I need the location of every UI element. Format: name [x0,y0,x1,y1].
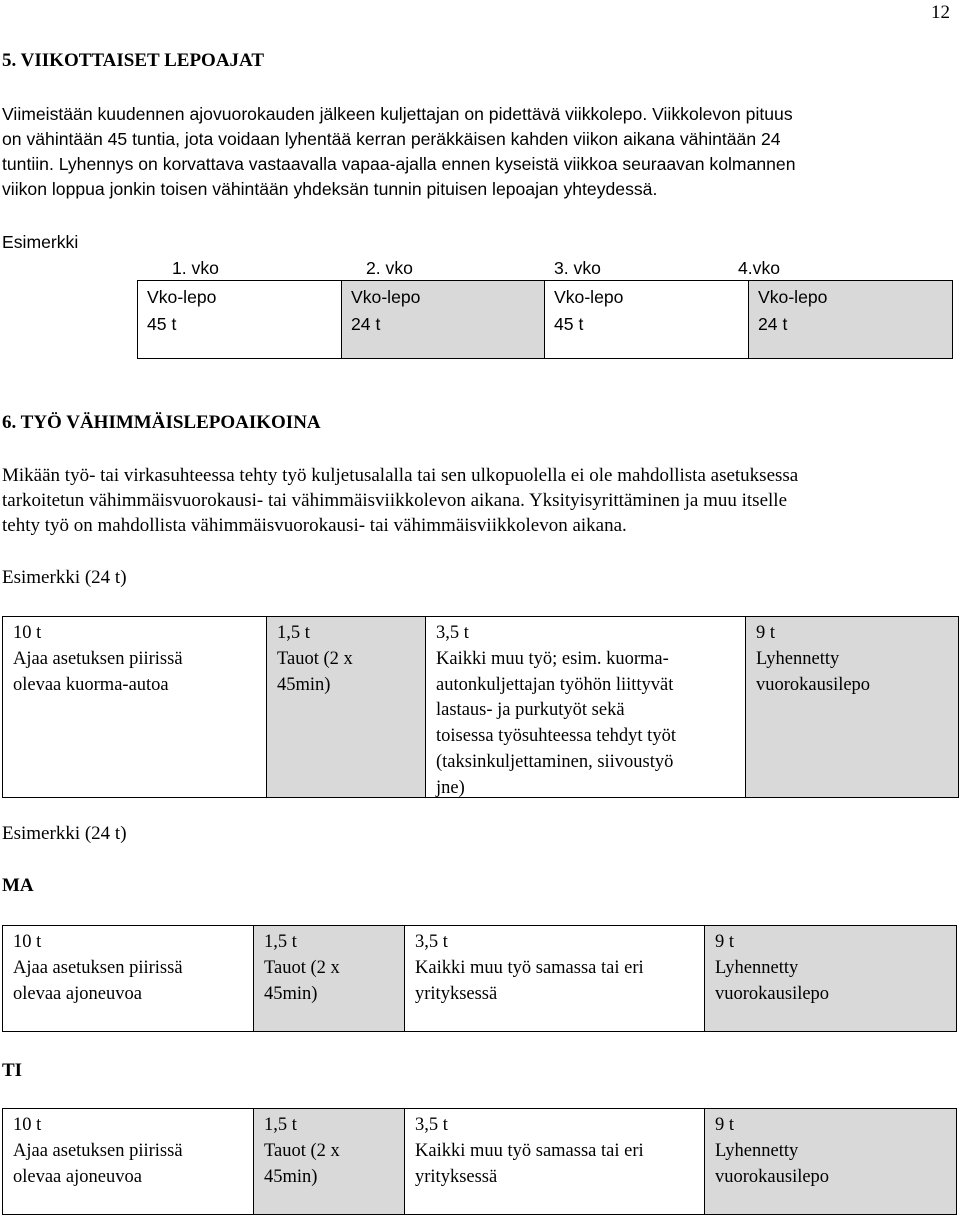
week-cell-text: Vko-lepo [351,287,421,307]
week-cell-1 [137,280,342,359]
cell-line: Tauot (2 x [277,648,353,669]
week-cell-hours: 24 t [758,314,788,334]
day-label-ti: TI [2,1060,23,1081]
cell-line: olevaa kuorma-autoa [13,674,169,695]
cell-line: 10 t [13,623,42,643]
paragraph-line: tarkoitetun vähimmäisvuorokausi- tai vähimmäisviikkolevon aikana. Yksityisyrittäminen ja muu itselle [2,490,788,511]
week-label-1: 1. vko [172,258,219,278]
page-number: 12 [931,2,950,23]
cell-line: 45min) [277,674,331,695]
example-1-cell-breaks [266,616,426,798]
cell-line: vuorokausilepo [715,1166,830,1187]
cell-line: 3,5 t [415,932,448,952]
cell-line: 9 t [756,623,776,643]
cell-line: yrityksessä [415,983,498,1004]
paragraph-line: on vähintään 45 tuntia, jota voidaan lyhentää kerran peräkkäisen kahden viikon aikana vähintään 24 [2,129,781,149]
cell-line: 45min) [264,1166,318,1187]
cell-line: vuorokausilepo [756,674,871,695]
example-2-cell-other-work [404,925,705,1032]
cell-line: olevaa ajoneuvoa [13,983,142,1004]
cell-line: 3,5 t [415,1115,448,1135]
week-cell-2 [341,280,545,359]
example-3-cell-rest [704,1108,957,1215]
paragraph-line: Viimeistään kuudennen ajovuorokauden jälkeen kuljettajan on pidettävä viikkolepo. Viikkolevon pituus [2,104,793,124]
cell-line: Lyhennetty [715,957,799,978]
week-cell-text: Vko-lepo [147,287,217,307]
week-cell-4 [748,280,953,359]
example-3-cell-breaks [253,1108,405,1215]
cell-line: Ajaa asetuksen piirissä [13,957,183,978]
example-1-cell-driving [2,616,267,798]
cell-line: 10 t [13,932,42,952]
cell-line: autonkuljettajan työhön liittyvät [436,674,674,695]
section-5-paragraph [2,102,958,202]
cell-line: Lyhennetty [756,648,840,669]
cell-line: yrityksessä [415,1166,498,1187]
cell-line: (taksinkuljettaminen, siivoustyö [436,751,674,772]
cell-line: 1,5 t [277,623,310,643]
cell-line: Ajaa asetuksen piirissä [13,648,183,669]
paragraph-line: Mikään työ- tai virkasuhteessa tehty työ kuljetusalalla tai sen ulkopuolella ei ole mahdollista asetuksessa [2,465,799,486]
example-1-cell-rest [745,616,959,798]
cell-line: 3,5 t [436,623,469,643]
week-cell-hours: 45 t [147,314,177,334]
section-6-title: 6. TYÖ VÄHIMMÄISLEPOAIKOINA [2,412,321,433]
week-cell-3 [544,280,749,359]
example-label: Esimerkki [2,232,79,252]
week-cell-hours: 24 t [351,314,381,334]
week-label-2: 2. vko [366,258,413,278]
example-2-label: Esimerkki (24 t) [2,823,127,844]
cell-line: jne) [436,777,465,798]
example-2-cell-breaks [253,925,405,1032]
week-label-4: 4.vko [738,258,781,278]
cell-line: Kaikki muu työ samassa tai eri [415,957,644,978]
week-label-3: 3. vko [554,258,601,278]
cell-line: 10 t [13,1115,42,1135]
example-1-cell-other-work [425,616,746,798]
paragraph-line: tuntiin. Lyhennys on korvattava vastaavalla vapaa-ajalla ennen kyseistä viikkoa seuraavan kolmannen [2,154,796,174]
week-cell-text: Vko-lepo [758,287,828,307]
cell-line: Lyhennetty [715,1140,799,1161]
cell-line: 1,5 t [264,932,297,952]
example-3-cell-other-work [404,1108,705,1215]
section-6-paragraph [2,463,958,538]
cell-line: olevaa ajoneuvoa [13,1166,142,1187]
example-1-label: Esimerkki (24 t) [2,567,127,588]
cell-line: lastaus- ja purkutyöt sekä [436,700,625,721]
cell-line: vuorokausilepo [715,983,830,1004]
week-cell-text: Vko-lepo [554,287,624,307]
section-5-title: 5. VIIKOTTAISET LEPOAJAT [2,50,265,71]
cell-line: 9 t [715,1115,735,1135]
cell-line: 9 t [715,932,735,952]
cell-line: Tauot (2 x [264,1140,340,1161]
example-2-cell-rest [704,925,957,1032]
cell-line: toisessa työsuhteessa tehdyt työt [436,726,676,747]
cell-line: Tauot (2 x [264,957,340,978]
day-label-ma: MA [2,875,34,896]
example-2-cell-driving [2,925,254,1032]
cell-line: 1,5 t [264,1115,297,1135]
week-cell-hours: 45 t [554,314,584,334]
cell-line: Ajaa asetuksen piirissä [13,1140,183,1161]
cell-line: Kaikki muu työ samassa tai eri [415,1140,644,1161]
cell-line: 45min) [264,983,318,1004]
paragraph-line: tehty työ on mahdollista vähimmäisvuorokausi- tai vähimmäisviikkolevon aikana. [2,515,627,536]
example-3-cell-driving [2,1108,254,1215]
cell-line: Kaikki muu työ; esim. kuorma- [436,648,669,669]
paragraph-line: viikon loppua jonkin toisen vähintään yhdeksän tunnin pituisen lepoajan yhteydessä. [2,179,658,199]
